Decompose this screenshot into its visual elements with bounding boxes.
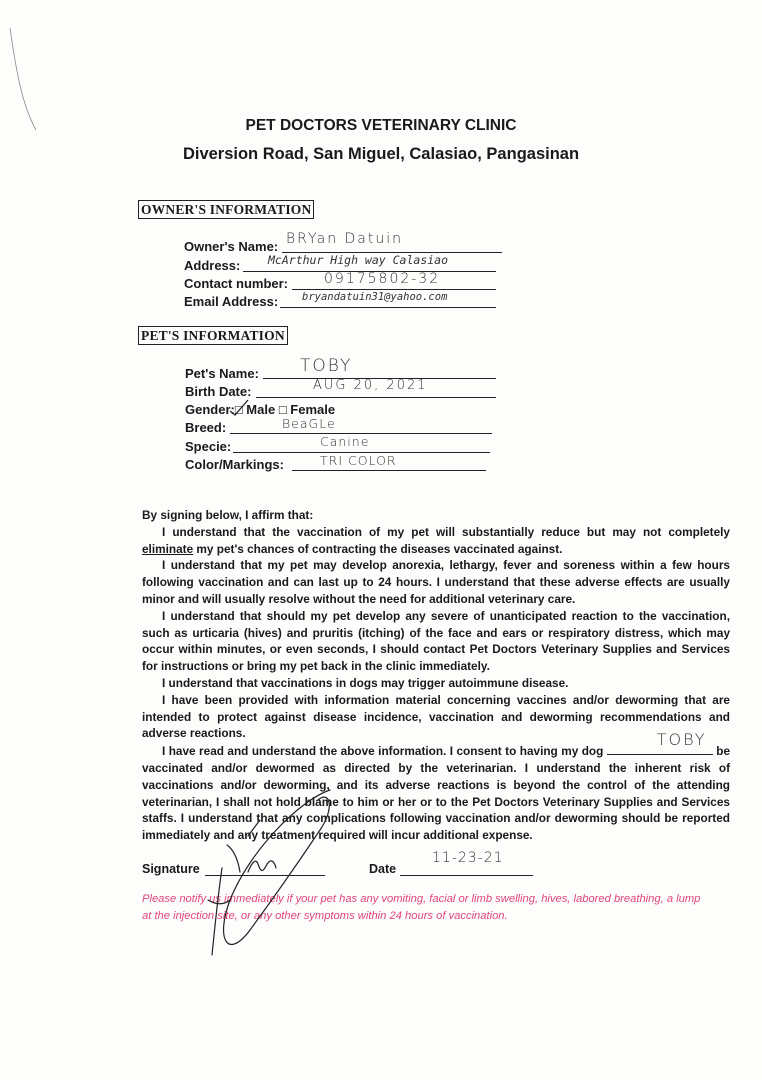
breed-value[interactable]: BeaGLe xyxy=(282,416,336,431)
signature-label: Signature xyxy=(142,862,200,876)
consent-paragraph-3: I understand that should my pet develop any severe of unanticipated reaction to the vaccination, such as urticaria (hives) and pruritis (itching) of the face and ears or respiratory distress, which may occur within minutes, or even seconds, I should contact Pet Doctors Veterinary Supplies and Services for instructions or bring my pet back in the clinic immediately. xyxy=(142,608,730,674)
post-vaccination-notice: Please notify us immediately if your pet has any vomiting, facial or limb swelling, hives, labored breathing, a lump at the injection site, or any other symptoms within 24 hours of vaccination. xyxy=(142,893,701,922)
consent-paragraph-1 xyxy=(142,524,730,558)
date-value[interactable]: 11-23-21 xyxy=(432,850,504,866)
owner-name-label: Owner's Name: xyxy=(184,239,279,254)
color-markings-value[interactable]: TRI COLOR xyxy=(320,453,397,468)
birth-date-value[interactable]: AUG 20, 2021 xyxy=(313,378,428,393)
dog-name-value[interactable]: TOBY xyxy=(656,730,707,750)
owner-name-value[interactable]: BRYan Datuin xyxy=(286,231,404,247)
date-label: Date xyxy=(369,862,397,876)
consent-intro: By signing below, I affirm that: xyxy=(142,508,314,522)
consent-p6-b: be vaccinated and/or dewormed as directed by the veterinarian. I understand the inherent risk of vaccinations and/or deworming, and its adverse reactions is beyond the control of the attending veterinarian, I shall not hold blame to him or her or to the Pet Doctors Veterinary Supplies and Services staffs. I understand that any complications following vaccination and/or deworming should be reported immediately and any treatment required will incur additional expense. xyxy=(142,744,731,843)
contact-number-label: Contact number: xyxy=(184,276,288,291)
date-line[interactable] xyxy=(400,875,533,876)
consent-paragraph-4: I understand that vaccinations in dogs may trigger autoimmune disease. xyxy=(162,675,569,690)
signature-line[interactable] xyxy=(205,875,325,876)
pet-section-heading: PET'S INFORMATION xyxy=(138,326,288,345)
pet-name-label: Pet's Name: xyxy=(185,366,259,381)
owner-section-heading: OWNER'S INFORMATION xyxy=(138,200,314,219)
birth-date-label: Birth Date: xyxy=(185,384,252,399)
email-line[interactable] xyxy=(280,307,496,308)
gender-female-option[interactable]: □ Female xyxy=(278,402,336,417)
contact-number-value[interactable]: 09175802-32 xyxy=(324,271,441,287)
color-markings-label: Color/Markings: xyxy=(185,457,284,472)
specie-value[interactable]: Canine xyxy=(320,434,370,449)
consent-p1-a: I understand that the vaccination of my pet will substantially reduce but may not completely xyxy=(162,524,730,539)
clinic-name: PET DOCTORS VETERINARY CLINIC xyxy=(245,117,517,134)
gender-row xyxy=(185,402,335,417)
specie-label: Specie: xyxy=(185,439,232,454)
gender-label: Gender: xyxy=(185,402,235,417)
male-check-icon xyxy=(228,398,250,418)
consent-paragraph-5: I have been provided with information material concerning vaccines and/or deworming that are intended to protect against disease incidence, vaccination and deworming recommendations and adverse reactions. xyxy=(142,692,730,741)
color-markings-line[interactable] xyxy=(292,470,486,471)
owner-address-label: Address: xyxy=(184,258,241,273)
contact-number-line[interactable] xyxy=(292,289,496,290)
consent-text xyxy=(142,507,730,844)
breed-label: Breed: xyxy=(185,420,227,435)
consent-p6-a: I have read and understand the above information. I consent to having my dog xyxy=(162,744,604,759)
owner-address-value[interactable]: McArthur High way Calasiao xyxy=(268,253,449,267)
pet-name-value[interactable]: TOBY xyxy=(300,356,353,376)
email-label: Email Address: xyxy=(184,294,279,309)
gender-male-option[interactable]: □ Male xyxy=(234,402,276,417)
email-value[interactable]: bryandatuin31@yahoo.com xyxy=(302,291,448,303)
consent-p1-rest: my pet's chances of contracting the diseases vaccinated against. xyxy=(193,541,563,556)
consent-paragraph-2: I understand that my pet may develop anorexia, lethargy, fever and soreness within a few hours following vaccination and can last up to 24 hours. I understand that these adverse effects are usually minor and will usually resolve without the need for additional veterinary care. xyxy=(142,558,730,606)
birth-date-line[interactable] xyxy=(256,397,496,398)
dog-name-line[interactable] xyxy=(607,730,713,755)
clinic-address: Diversion Road, San Miguel, Calasiao, Pangasinan xyxy=(182,145,580,163)
consent-paragraph-6 xyxy=(142,730,731,844)
consent-p1-underlined: eliminate xyxy=(142,541,194,556)
